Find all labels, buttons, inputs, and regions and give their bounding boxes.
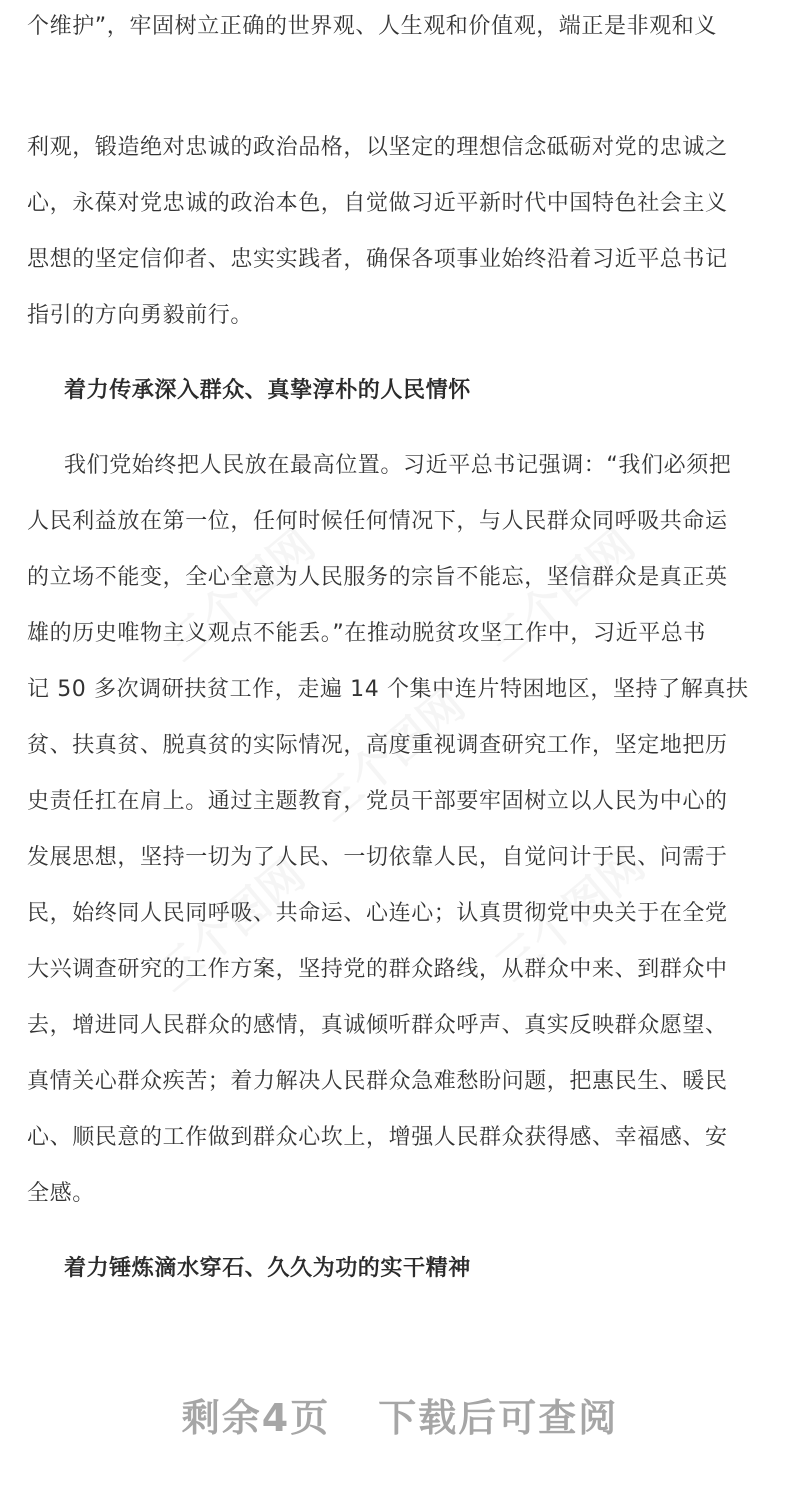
section-heading-1: 着力传承深入群众、真挚淳朴的人民情怀 — [64, 378, 471, 403]
paragraph-line: 大兴调查研究的工作方案，坚持党的群众路线，从群众中来、到群众中 — [27, 957, 728, 982]
paragraph-line: 全感。 — [27, 1181, 95, 1206]
paragraph-line: 记 50 多次调研扶贫工作，走遍 14 个集中连片特困地区，坚持了解真扶 — [27, 677, 749, 702]
paragraph-line: 思想的坚定信仰者、忠实实践者，确保各项事业始终沿着习近平总书记 — [27, 247, 728, 272]
download-banner[interactable] — [0, 1390, 800, 1446]
paragraph-line: 的立场不能变，全心全意为人民服务的宗旨不能忘，坚信群众是真正英 — [27, 565, 728, 590]
paragraph-line: 史责任扛在肩上。通过主题教育，党员干部要牢固树立以人民为中心的 — [27, 789, 728, 814]
download-hint-label: 下载后可查阅 — [378, 1396, 619, 1440]
paragraph-line: 真情关心群众疾苦；着力解决人民群众急难愁盼问题，把惠民生、暖民 — [27, 1069, 728, 1094]
paragraph-line: 贫、扶真贫、脱真贫的实际情况，高度重视调查研究工作，坚定地把历 — [27, 733, 728, 758]
section-heading-2: 着力锤炼滴水穿石、久久为功的实干精神 — [64, 1256, 471, 1281]
paragraph-line: 雄的历史唯物主义观点不能丢。”在推动脱贫攻坚工作中，习近平总书 — [27, 621, 706, 646]
paragraph-line: 我们党始终把人民放在最高位置。习近平总书记强调：“我们必须把 — [64, 453, 732, 478]
paragraph-line: 去，增进同人民群众的感情，真诚倾听群众呼声、真实反映群众愿望、 — [27, 1013, 728, 1038]
paragraph-line: 利观，锻造绝对忠诚的政治品格，以坚定的理想信念砥砺对党的忠诚之 — [27, 135, 728, 160]
paragraph-line: 民，始终同人民同呼吸、共命运、心连心；认真贯彻党中央关于在全党 — [27, 901, 728, 926]
remaining-pages-label: 剩余4页 — [181, 1396, 331, 1440]
paragraph-line: 发展思想，坚持一切为了人民、一切依靠人民，自觉问计于民、问需于 — [27, 845, 728, 870]
text-line-top: 个维护”，牢固树立正确的世界观、人生观和价值观，端正是非观和义 — [27, 14, 717, 39]
paragraph-line: 指引的方向勇毅前行。 — [27, 303, 254, 328]
paragraph-line: 心，永葆对党忠诚的政治本色，自觉做习近平新时代中国特色社会主义 — [27, 191, 728, 216]
paragraph-line: 心、顺民意的工作做到群众心坎上，增强人民群众获得感、幸福感、安 — [27, 1125, 728, 1150]
paragraph-line: 人民利益放在第一位，任何时候任何情况下，与人民群众同呼吸共命运 — [27, 509, 728, 534]
